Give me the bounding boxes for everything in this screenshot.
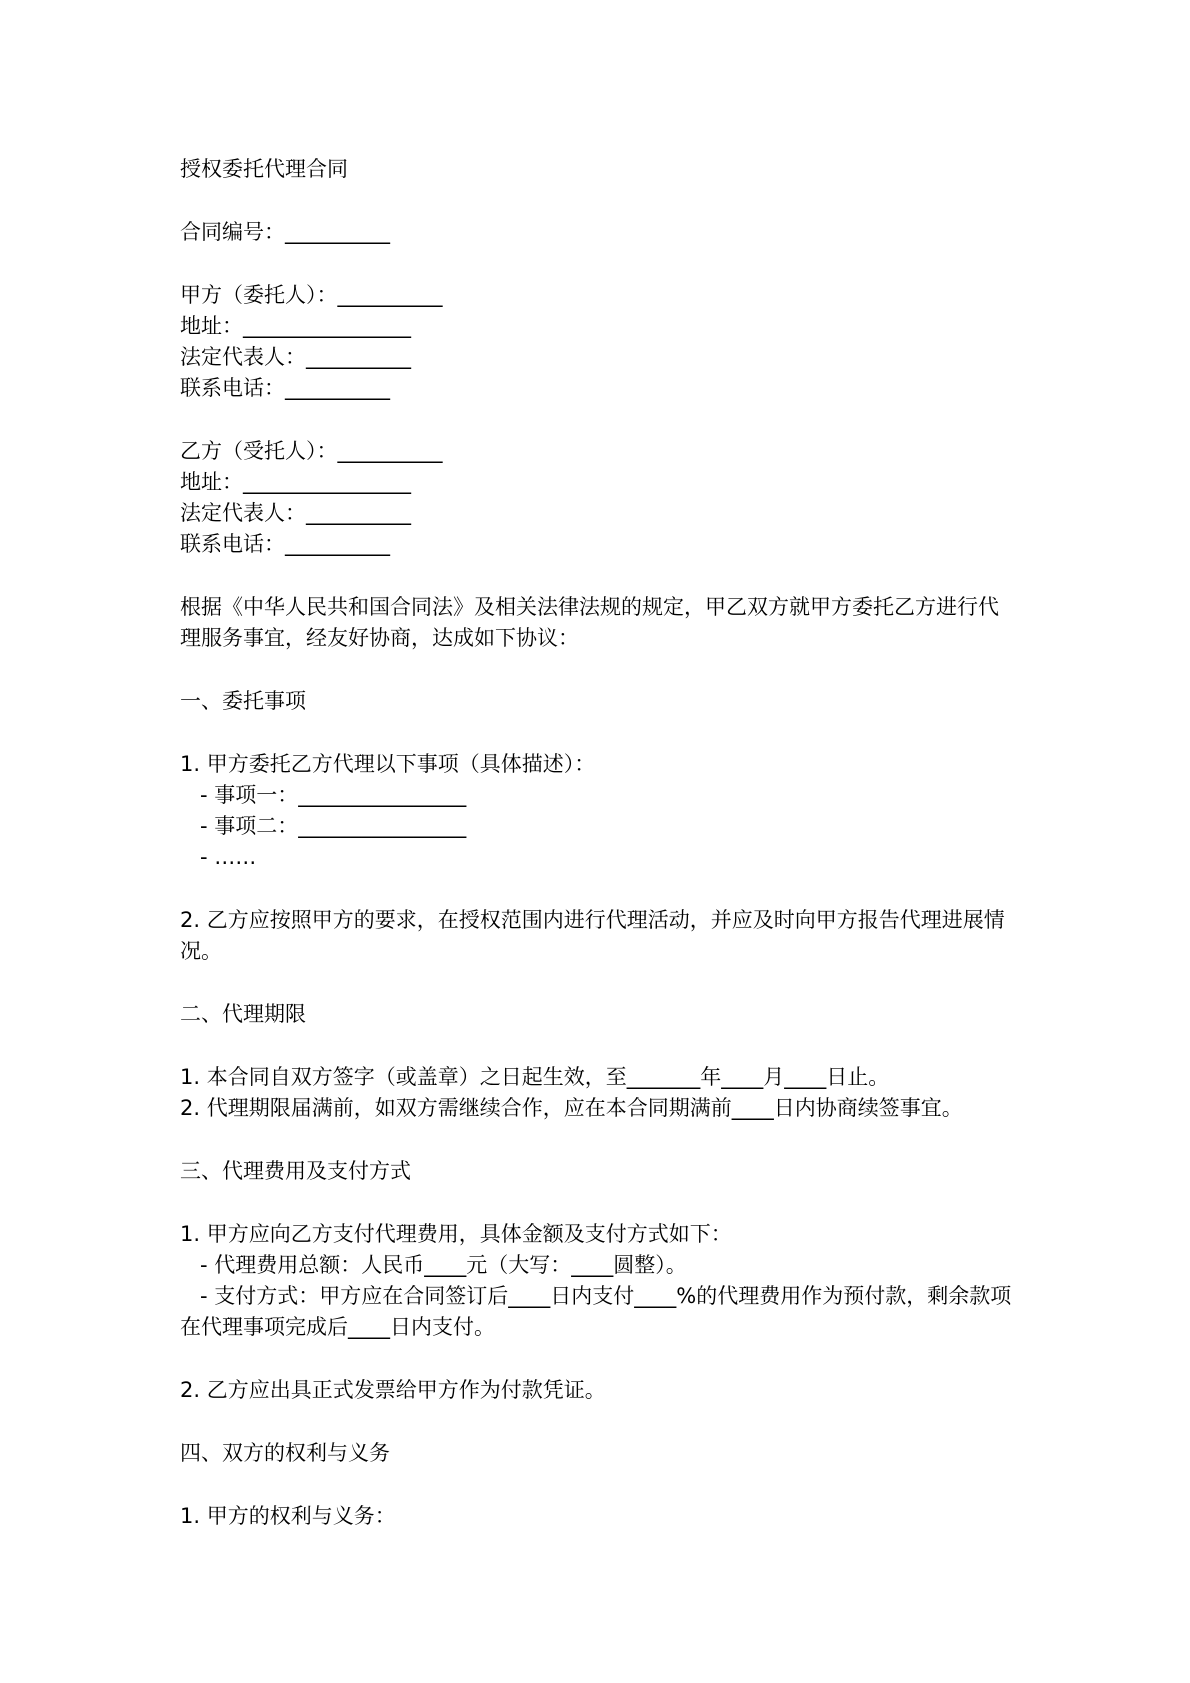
paragraph	[180, 905, 1010, 967]
text-line: 2. 乙方应按照甲方的要求，在授权范围内进行代理活动，并应及时向甲方报告代理进展情	[180, 908, 1005, 932]
text-line: 二、代理期限	[180, 1002, 306, 1026]
text-line: 根据《中华人民共和国合同法》及相关法律法规的规定，甲乙双方就甲方委托乙方进行代	[180, 595, 999, 619]
text-line: 1. 甲方的权利与义务：	[180, 1504, 396, 1528]
text-line: 况。	[180, 939, 222, 963]
text-line: 2. 代理期限届满前，如双方需继续合作，应在本合同期满前____日内协商续签事宜。	[180, 1096, 963, 1120]
text-line: - 支付方式：甲方应在合同签订后____日内支付____%的代理费用作为预付款，剩余款项	[180, 1284, 1012, 1308]
paragraph	[180, 1156, 1010, 1187]
text-line: 乙方（受托人）：__________	[180, 439, 443, 463]
text-line: 联系电话：__________	[180, 376, 390, 400]
paragraph	[180, 280, 1010, 404]
text-line: 1. 本合同自双方签字（或盖章）之日起生效，至_______年____月____日止。	[180, 1065, 890, 1089]
paragraph	[180, 1062, 1010, 1124]
paragraph	[180, 217, 1010, 248]
text-line: 2. 乙方应出具正式发票给甲方作为付款凭证。	[180, 1378, 606, 1402]
text-line: - 事项二：________________	[180, 814, 467, 838]
paragraph	[180, 1219, 1010, 1343]
text-line: 理服务事宜，经友好协商，达成如下协议：	[180, 626, 579, 650]
text-line: 四、双方的权利与义务	[180, 1441, 390, 1465]
text-line: - 代理费用总额：人民币____元（大写：____圆整）。	[180, 1253, 687, 1277]
text-line: 在代理事项完成后____日内支付。	[180, 1315, 495, 1339]
text-line: 地址：________________	[180, 470, 411, 494]
text-line: 1. 甲方委托乙方代理以下事项（具体描述）：	[180, 752, 596, 776]
text-line: 合同编号：__________	[180, 220, 390, 244]
paragraph	[180, 1438, 1010, 1469]
text-line: 一、委托事项	[180, 689, 306, 713]
text-line: 联系电话：__________	[180, 532, 390, 556]
text-line: 1. 甲方应向乙方支付代理费用，具体金额及支付方式如下：	[180, 1222, 732, 1246]
text-line: 甲方（委托人）：__________	[180, 283, 443, 307]
paragraph	[180, 1375, 1010, 1406]
text-line: 法定代表人：__________	[180, 501, 411, 525]
paragraph	[180, 686, 1010, 717]
paragraph	[180, 749, 1010, 873]
document-body	[180, 217, 1010, 1532]
text-line: 法定代表人：__________	[180, 345, 411, 369]
paragraph	[180, 999, 1010, 1030]
paragraph	[180, 436, 1010, 560]
paragraph	[180, 1501, 1010, 1532]
paragraph	[180, 592, 1010, 654]
text-line: 三、代理费用及支付方式	[180, 1159, 411, 1183]
text-line: - ……	[180, 845, 257, 869]
text-line: - 事项一：________________	[180, 783, 467, 807]
document-title: 授权委托代理合同	[180, 157, 348, 181]
text-line: 地址：________________	[180, 314, 411, 338]
document-title-block	[180, 154, 1010, 185]
